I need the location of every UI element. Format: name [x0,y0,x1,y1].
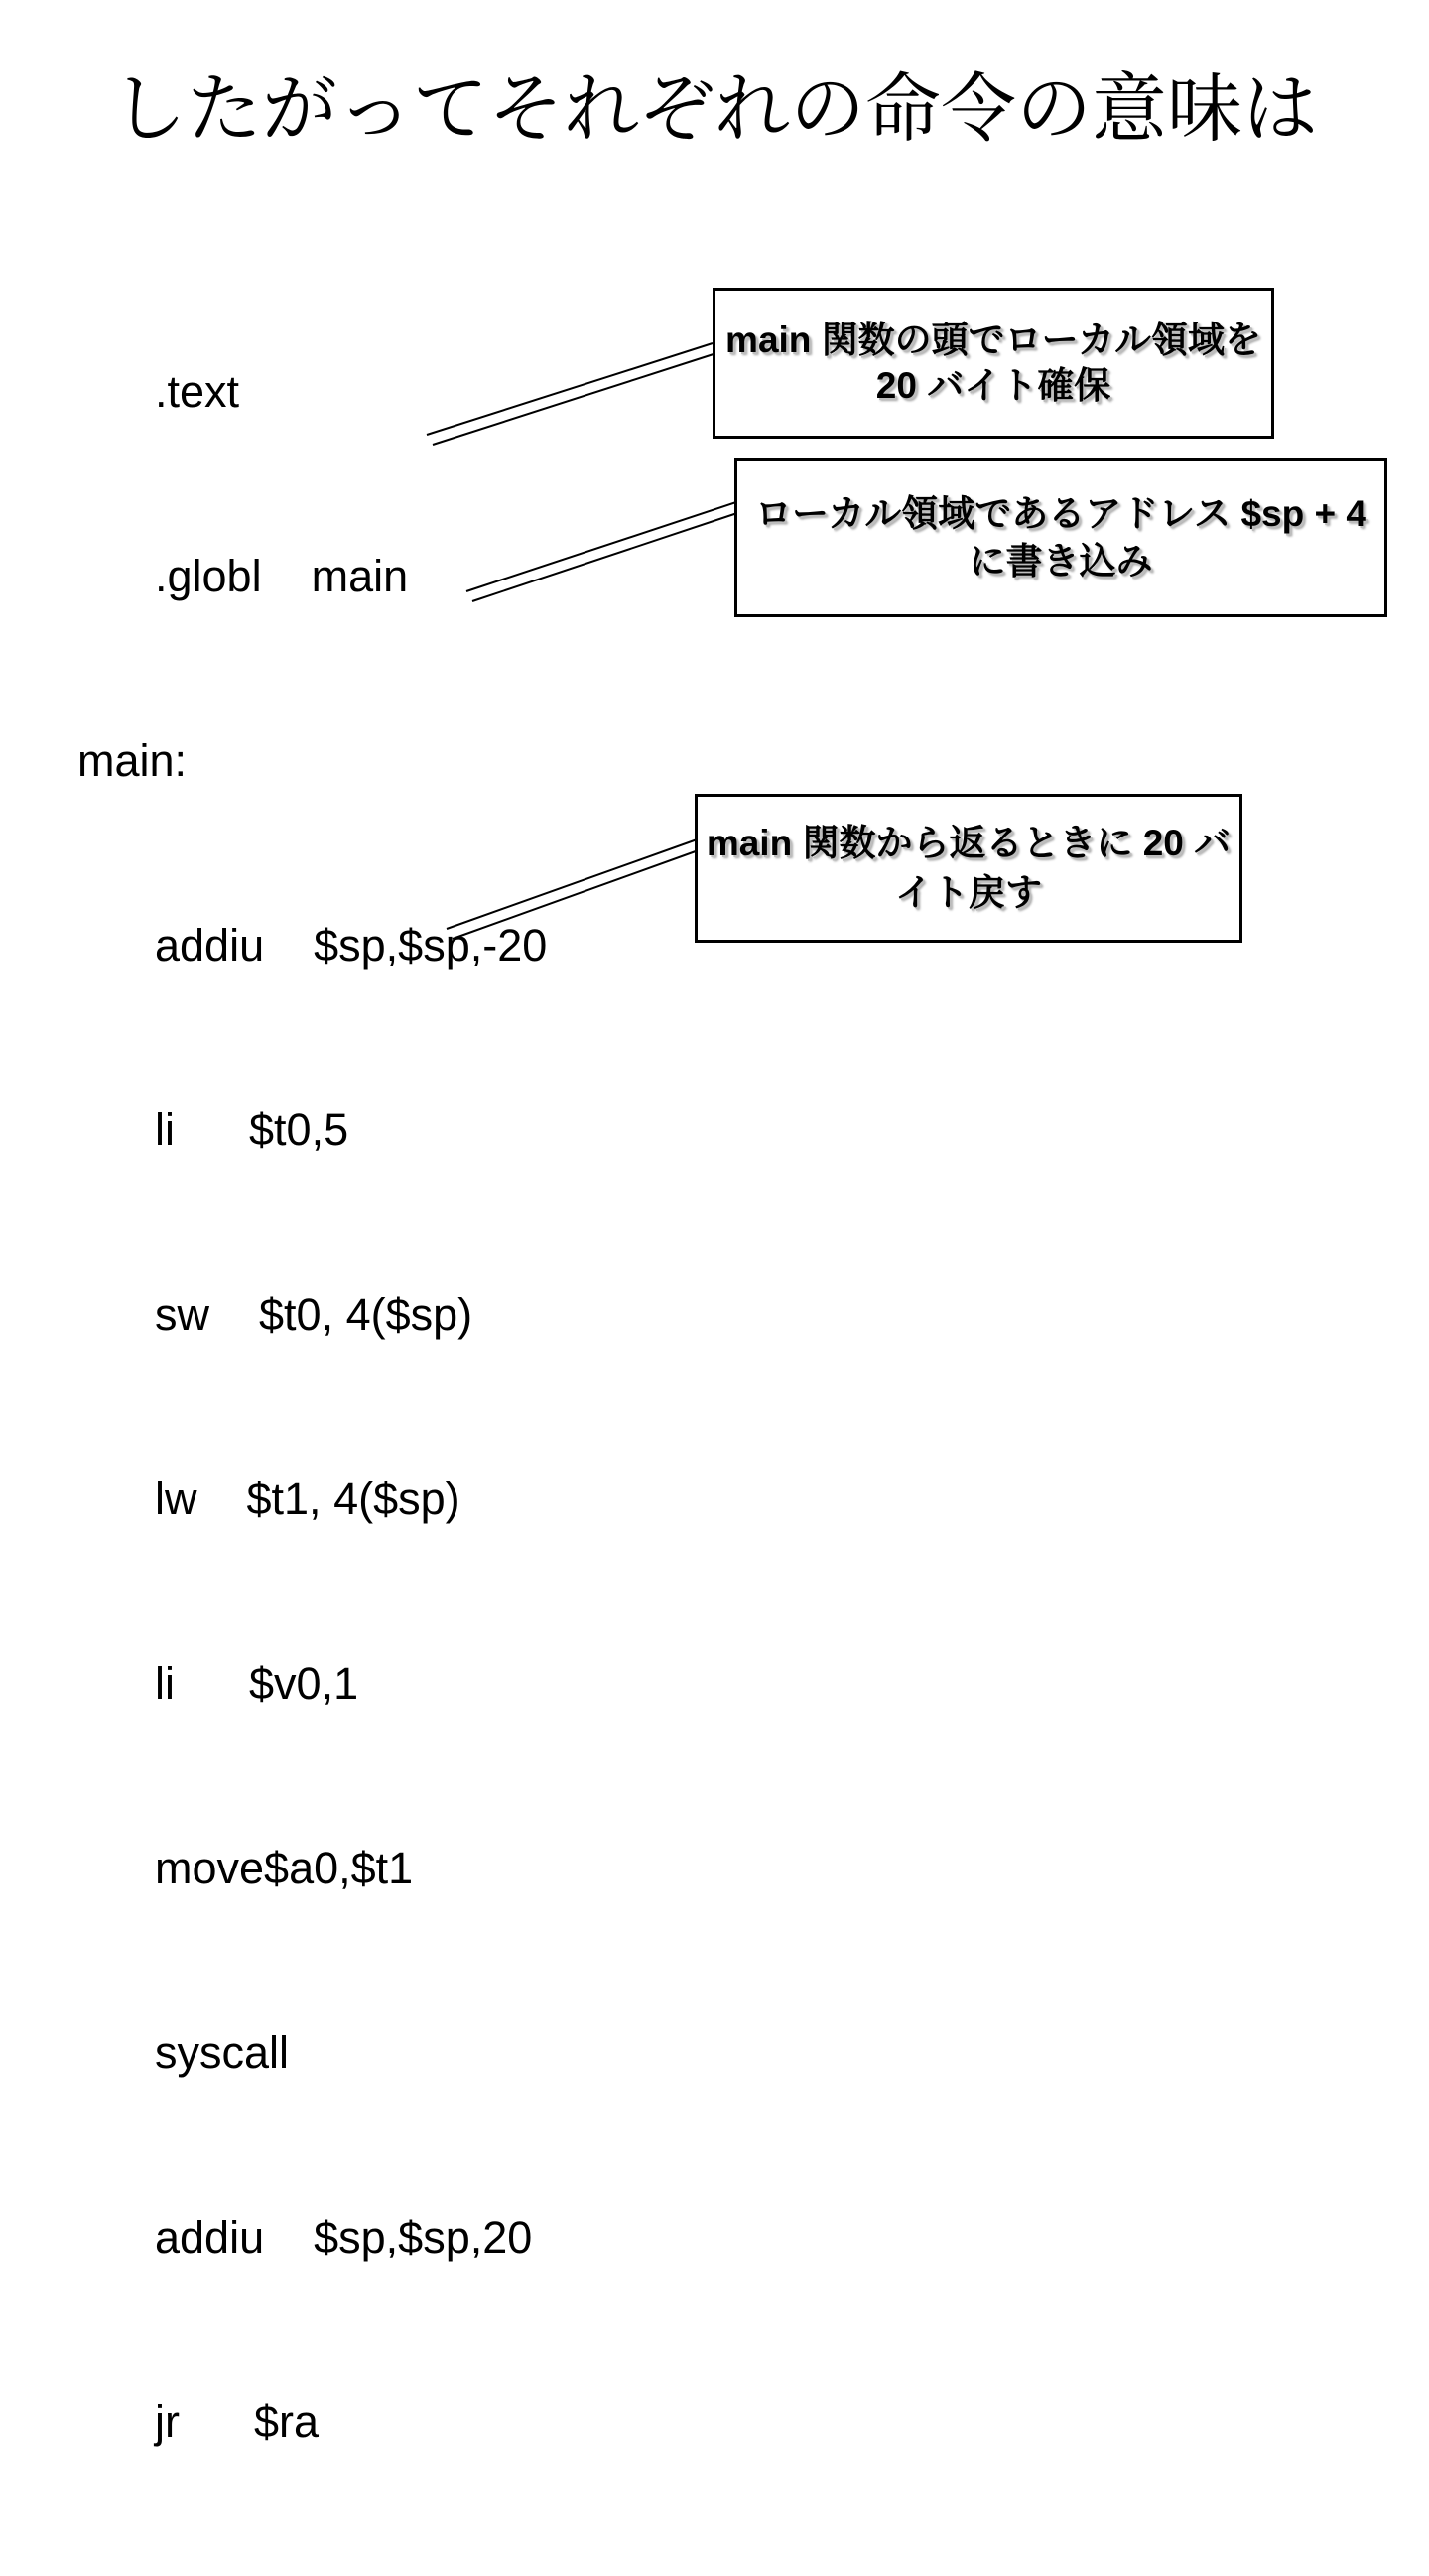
code-line: syscall [155,2027,290,2078]
code-line: .text [155,366,240,417]
code-line: addiu $sp,$sp,20 [155,2212,533,2262]
callout-box-stack-allocate [713,288,1274,439]
callout-text: main 関数の頭でローカル領域を 20 バイト確保 [725,320,1261,406]
code-line: li $t0,5 [155,1104,349,1155]
code-line: .globl main [155,551,409,601]
code-line: sw $t0, 4($sp) [155,1289,473,1340]
callout-box-stack-restore [695,794,1242,943]
code-line: li $v0,1 [155,1658,359,1709]
callout-text: ローカル領域であるアドレス $sp + 4 に書き込み [755,493,1366,581]
code-line: main: [77,735,188,786]
page-title: したがってそれぞれの命令の意味は [111,68,1318,152]
code-line: move$a0,$t1 [155,1843,414,1893]
callout-text: main 関数から返るときに 20 バイト戻す [706,823,1232,913]
assembly-code-block [77,238,752,2576]
code-line: addiu $sp,$sp,-20 [155,920,548,970]
callout-box-store-local [734,458,1387,617]
code-line: jr $ra [155,2396,320,2447]
code-line: lw $t1, 4($sp) [155,1474,460,1524]
